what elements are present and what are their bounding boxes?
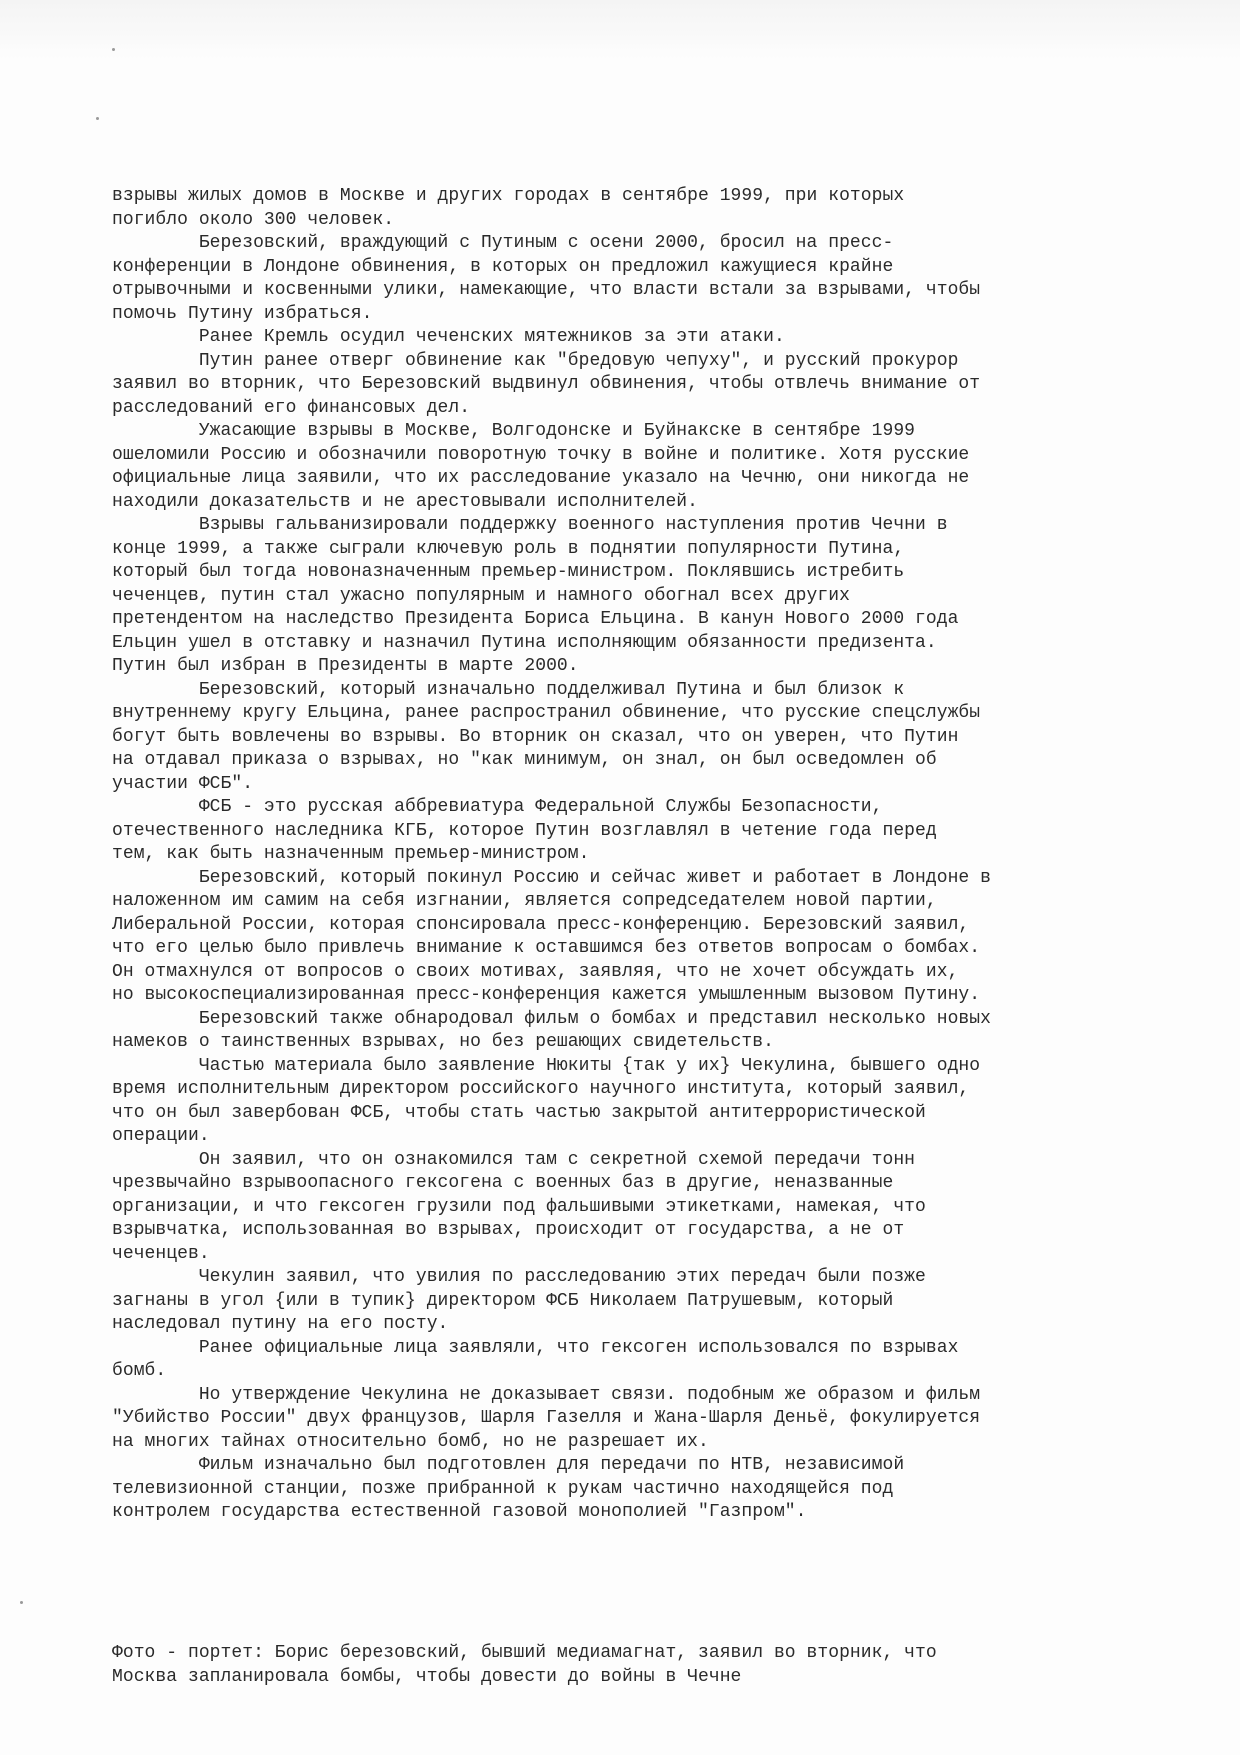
text-line: отечественного наследника КГБ, которое Путин возглавлял в четение года перед xyxy=(112,820,937,841)
text-line: Березовский, враждующий с Путиным с осени 2000, бросил на пресс- xyxy=(112,233,894,253)
text-line: что он был завербован ФСБ, чтобы стать частью закрытой антитеррористической xyxy=(112,1102,926,1123)
scan-top-shading xyxy=(0,0,1240,60)
text-line: Ужасающие взрывы в Москве, Волгодонске и Буйнакске в сентябре 1999 xyxy=(112,421,916,441)
text-line: ошеломили Россию и обозначили поворотную точку в войне и политике. Хотя русские xyxy=(112,444,970,465)
text-line: который был тогда новоназначенным премьер-министром. Поклявшись истребить xyxy=(112,562,905,582)
text-line: участии ФСБ". xyxy=(112,773,254,794)
text-line: находили доказательств и не арестовывали исполнителей. xyxy=(112,491,698,512)
text-line: взрывчатка, использованная во взрывах, происходит от государства, а не от xyxy=(112,1220,905,1240)
text-line: заявил во вторник, что Березовский выдвинул обвинения, чтобы отвлечь внимание от xyxy=(112,374,981,394)
text-line: конференции в Лондоне обвинения, в которых он предложил кажущиеся крайне xyxy=(112,256,894,277)
text-line: погибло около 300 человек. xyxy=(112,209,395,230)
text-line: время исполнительным директором российского научного института, который заявил, xyxy=(112,1079,970,1099)
text-line: наложенном им самим на себя изгнании, является сопредседателем новой партии, xyxy=(112,891,937,911)
text-line: чеченцев, путин стал ужасно популярным и намного обогнал всех других xyxy=(112,585,850,606)
body-text xyxy=(112,185,1122,1525)
text-line: Березовский, который изначально подделживал Путина и был близок к xyxy=(112,679,905,700)
scan-speck xyxy=(20,1601,23,1604)
text-line: отрывочными и косвенными улики, намекающие, что власти встали за взрывами, чтобы xyxy=(112,280,981,300)
text-line: контролем государства естественной газовой монополией "Газпром". xyxy=(112,1502,807,1522)
text-line: богут быть вовлечены во взрывы. Во вторник он сказал, что он уверен, что Путин xyxy=(112,726,959,747)
text-line: "Убийство России" двух французов, Шарля Газелля и Жана-Шарля Деньё, фокулируется xyxy=(112,1408,981,1428)
text-line: телевизионной станции, позже прибранной к рукам частично находящейся под xyxy=(112,1478,894,1499)
text-line: Но утверждение Чекулина не доказывает связи. подобным же образом и фильм xyxy=(112,1384,981,1405)
text-line: Фото - портет: Борис березовский, бывший медиамагнат, заявил во вторник, что xyxy=(112,1643,937,1663)
text-line: на отдавал приказа о взрывах, но "как минимум, он знал, он был осведомлен об xyxy=(112,750,937,770)
text-line: Москва запланировала бомбы, чтобы довести до войны в Чечне xyxy=(112,1666,742,1687)
paragraph-gap xyxy=(112,1572,1122,1596)
text-line: Путин был избран в Президенты в марте 2000. xyxy=(112,656,579,676)
text-line: Березовский также обнародовал фильм о бомбах и представил несколько новых xyxy=(112,1008,991,1029)
text-line: ФСБ - это русская аббревиатура Федеральной Службы Безопасности, xyxy=(112,797,883,817)
text-line: но высокоспециализированная пресс-конференция кажется умышленным вызовом Путину. xyxy=(112,985,981,1005)
text-line: что его целью было привлечь внимание к оставшимся без ответов вопросам о бомбах. xyxy=(112,938,981,958)
text-line: Ранее официальные лица заявляли, что гексоген использовался по взрывах xyxy=(112,1337,959,1358)
text-line: Частью материала было заявление Нюкиты {так у их} Чекулина, бывшего одно xyxy=(112,1055,981,1076)
text-line: чеченцев. xyxy=(112,1243,210,1264)
text-line: тем, как быть назначенным премьер-министром. xyxy=(112,844,590,864)
text-line: Березовский, который покинул Россию и сейчас живет и работает в Лондоне в xyxy=(112,867,991,888)
document-body xyxy=(112,138,1122,1736)
text-line: расследований его финансовых дел. xyxy=(112,397,471,418)
text-line: внутреннему кругу Ельцина, ранее распространил обвинение, что русские спецслужбы xyxy=(112,703,981,723)
text-line: намеков о таинственных взрывах, но без решающих свидетельств. xyxy=(112,1032,774,1052)
text-line: Взрывы гальванизировали поддержку военного наступления против Чечни в xyxy=(112,515,948,535)
text-line: Он отмахнулся от вопросов о своих мотивах, заявляя, что не хочет обсуждать их, xyxy=(112,961,959,982)
text-line: наследовал путину на его посту. xyxy=(112,1314,449,1334)
text-line: загнаны в угол {или в тупик} директором ФСБ Николаем Патрушевым, который xyxy=(112,1290,894,1311)
text-line: операции. xyxy=(112,1126,210,1146)
text-line: бомб. xyxy=(112,1361,167,1381)
text-line: претендентом на наследство Президента Бориса Ельцина. В канун Нового 2000 года xyxy=(112,609,959,629)
text-line: конце 1999, а также сыграли ключевую роль в поднятии популярности Путина, xyxy=(112,538,905,559)
text-line: Путин ранее отверг обвинение как "бредовую чепуху", и русский прокурор xyxy=(112,350,959,371)
text-line: взрывы жилых домов в Москве и других городах в сентябре 1999, при которых xyxy=(112,186,905,206)
photo-caption xyxy=(112,1642,1122,1689)
text-line: официальные лица заявили, что их расследование указало на Чечню, они никогда не xyxy=(112,468,970,488)
text-line: Фильм изначально был подготовлен для передачи по НТВ, независимой xyxy=(112,1455,905,1475)
text-line: чрезвычайно взрывоопасного гексогена с военных баз в другие, неназванные xyxy=(112,1173,894,1193)
text-line: помочь Путину избраться. xyxy=(112,303,373,324)
text-line: Либеральной России, которая спонсировала пресс-конференцию. Березовский заявил, xyxy=(112,914,970,935)
scan-speck xyxy=(112,48,115,51)
text-line: организации, и что гексоген грузили под фальшивыми этикетками, намекая, что xyxy=(112,1196,926,1217)
text-line: Ельцин ушел в отставку и назначил Путина исполняющим обязанности предизента. xyxy=(112,632,937,653)
text-line: на многих тайнах относительно бомб, но не разрешает их. xyxy=(112,1431,709,1452)
text-line: Он заявил, что он ознакомился там с секретной схемой передачи тонн xyxy=(112,1149,916,1170)
text-line: Чекулин заявил, что увилия по расследованию этих передач были позже xyxy=(112,1267,926,1287)
scan-speck xyxy=(96,117,99,120)
text-line: Ранее Кремль осудил чеченских мятежников за эти атаки. xyxy=(112,327,785,347)
